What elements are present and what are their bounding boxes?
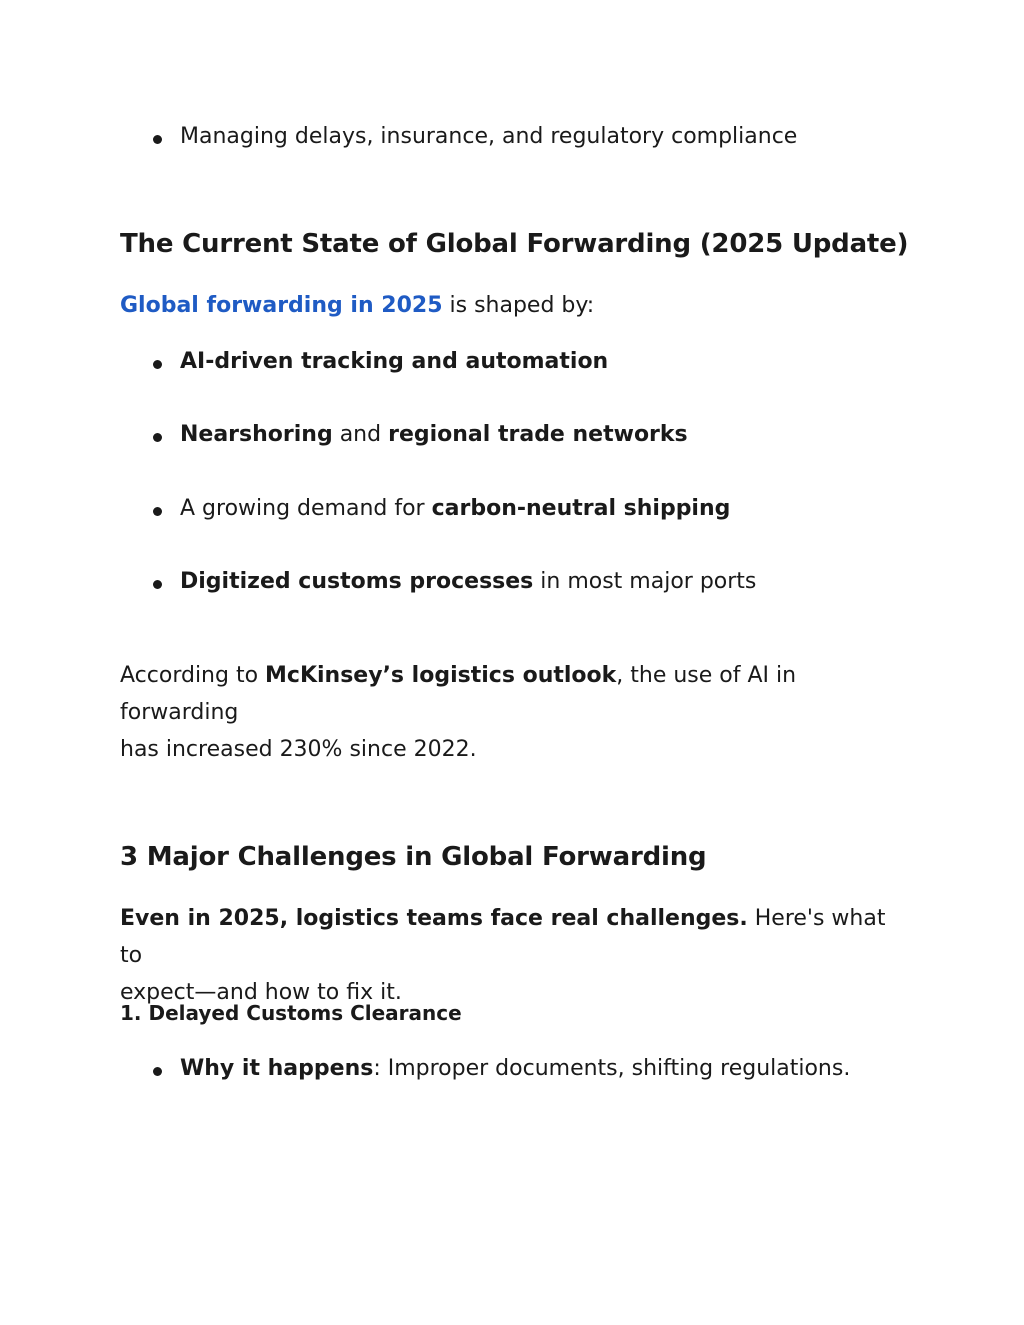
bullet-dot [153,135,162,144]
bullet-dot [153,360,162,369]
bold-text: regional trade networks [388,422,688,447]
bold-text: Why it happens [180,1056,374,1081]
section-intro [120,287,900,324]
bold-text: carbon-neutral shipping [431,496,731,521]
plain-text: A growing demand for [180,496,432,521]
bullet-dot [153,507,162,516]
bold-text: Nearshoring [180,422,333,447]
plain-text: has increased 230% since 2022. [120,737,477,762]
section-heading-current-state: The Current State of Global Forwarding (2025 Update) [120,229,909,259]
bold-text: Even in 2025, logistics teams face real challenges. [120,906,748,931]
plain-text: Here's what to [120,906,886,968]
section-heading-challenges: 3 Major Challenges in Global Forwarding [120,842,707,872]
outlook-paragraph [120,657,900,768]
list-item-text: Managing delays, insurance, and regulatory compliance [180,124,798,149]
plain-text: : Improper documents, shifting regulations. [373,1056,851,1081]
intro-rest: is shaped by: [442,293,595,318]
plain-text: expect—and how to fix it. [120,980,402,1005]
subheading-customs-clearance: 1. Delayed Customs Clearance [120,1001,462,1025]
plain-text: , the use of AI in forwarding [120,663,797,725]
bold-text: AI-driven tracking and automation [180,349,609,374]
bold-text: McKinsey’s logistics outlook [265,663,617,688]
bullet-dot [153,580,162,589]
bullet-dot [153,1067,162,1076]
bold-text: Digitized customs processes [180,569,534,594]
section-intro [120,900,900,1011]
plain-text: According to [120,663,266,688]
plain-text: and [332,422,389,447]
global-forwarding-link[interactable]: Global forwarding in 2025 [120,293,443,318]
bullet-dot [153,433,162,442]
plain-text: in most major ports [533,569,757,594]
